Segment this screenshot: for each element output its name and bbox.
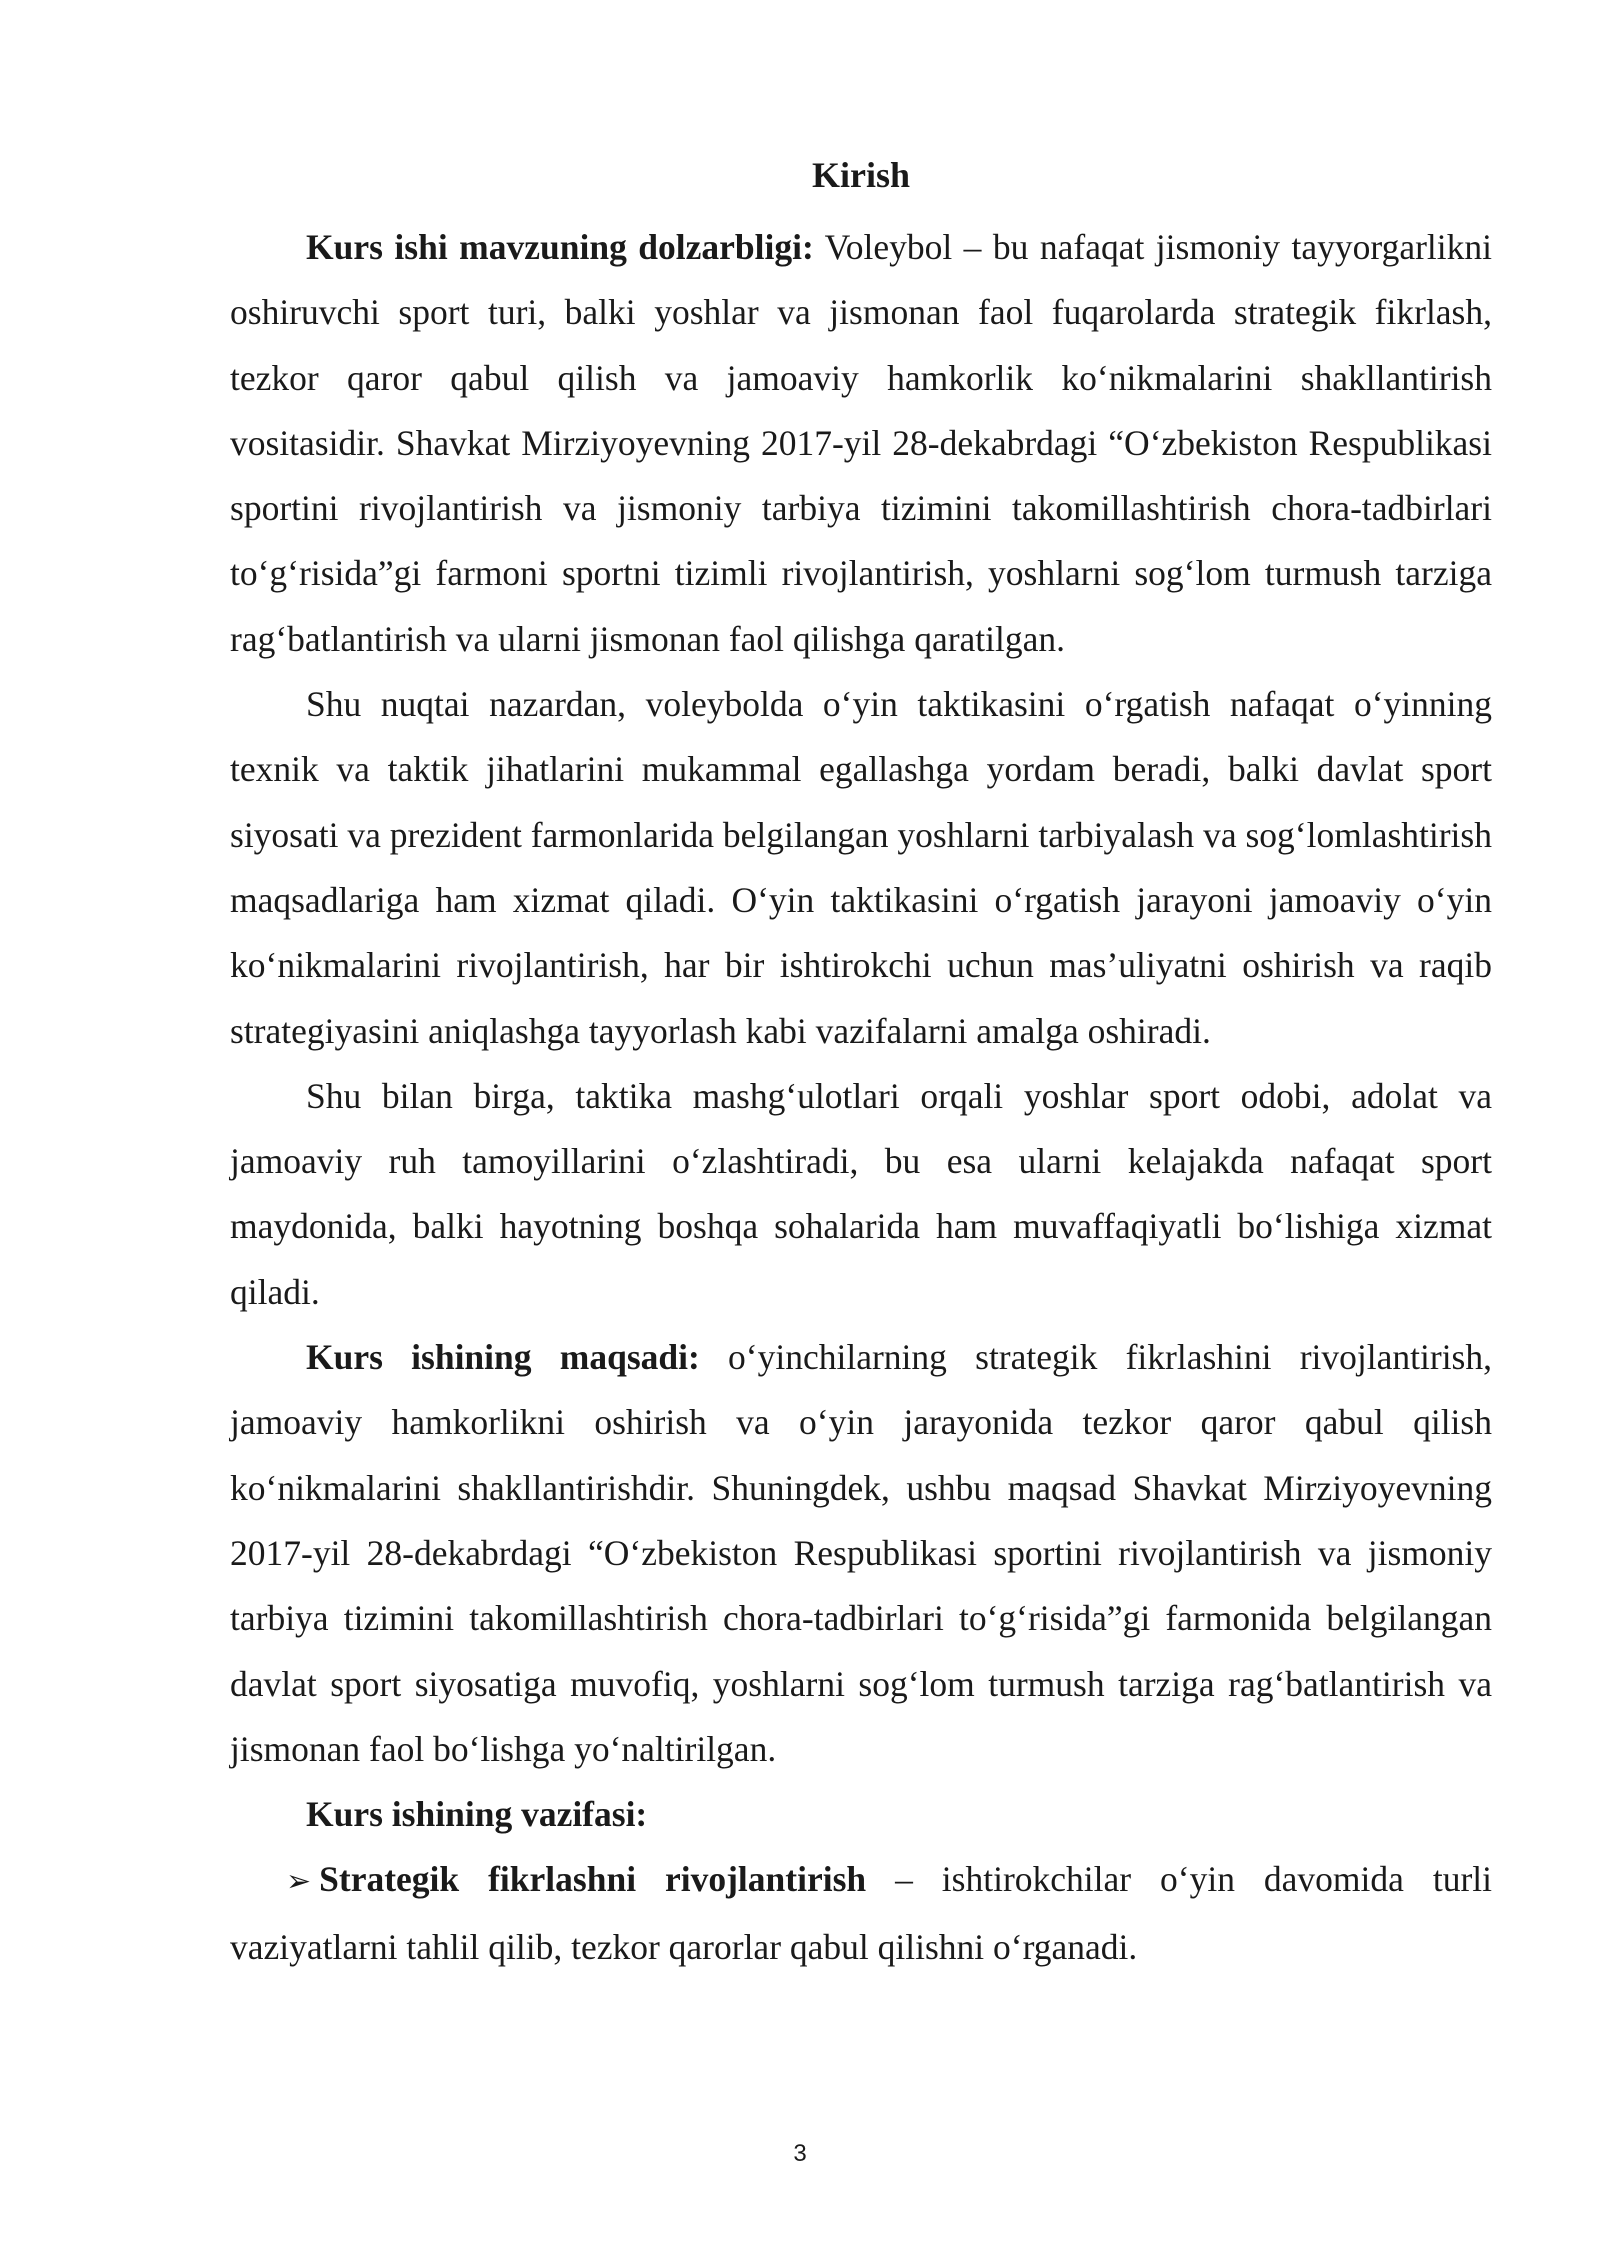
paragraph-goal [230,1325,1492,1782]
paragraph-relevance [230,215,1492,672]
task-bullet-item [230,1847,1492,1980]
task-bullet-label: Strategik fikrlashni rivojlantirish [319,1859,867,1900]
paragraph-values: Shu bilan birga, taktika mashg‘ulotlari orqali yoshlar sport odobi, adolat va jamoaviy ruh tamoyillarini o‘zlashtiradi, bu esa ularni kelajakda nafaqat sport maydonida, balki hayotning boshqa sohalarida ham muvaffaqiyatli bo‘lishiga xizmat qiladi. [230,1075,1492,1312]
task-bullet-text: – ishtirokchilar o‘yin davomida turli vaziyatlarni tahlil qilib, tezkor qarorlar qabul qilishni o‘rganadi. [230,1859,1492,1967]
page-title: Kirish [811,155,910,195]
paragraph-tactics: Shu nuqtai nazardan, voleybolda o‘yin taktikasini o‘rgatish nafaqat o‘yinning texnik va taktik jihatlarini mukammal egallashga yordam beradi, balki davlat sport siyosati va prezident farmonlarida belgilangan yoshlarni tarbiyalash va sog‘lomlashtirish maqsadlariga ham xizmat qiladi. O‘yin taktikasini o‘rgatish jarayoni jamoaviy o‘yin ko‘nikmalarini rivojlantirish, har bir ishtirokchi uchun mas’uliyatni oshirish va raqib strategiyasini aniqlashga tayyorlash kabi vazifalarni amalga oshiradi. [230,684,1492,1051]
document-page [230,150,1492,1980]
tasks-heading: Kurs ishining vazifasi: [306,1794,648,1835]
arrow-bullet-icon: ➢ [286,1864,312,1900]
goal-label: Kurs ishining maqsadi: [306,1337,700,1378]
relevance-text: Voleybol – bu nafaqat jismoniy tayyorgarlikni oshiruvchi sport turi, balki yoshlar va jismonan faol fuqarolarda strategik fikrlash, tezkor qaror qabul qilish va jamoaviy hamkorlik ko‘nikmalarini shakllantirish vositasidir. Shavkat Mirziyoyevning 2017-yil 28-dekabrdagi “O‘zbekiston Respublikasi sportini rivojlantirish va jismoniy tarbiya tizimini takomillashtirish chora-tadbirlari to‘g‘risida”gi farmoni sportni tizimli rivojlantirish, yoshlarni sog‘lom turmush tarziga rag‘batlantirish va ularni jismonan faol qilishga qaratilgan. [230,227,1492,659]
goal-text: o‘yinchilarning strategik fikrlashini rivojlantirish, jamoaviy hamkorlikni oshirish va o‘yin jarayonida tezkor qaror qabul qilish ko‘nikmalarini shakllantirishdir. Shuningdek, ushbu maqsad Shavkat Mirziyoyevning 2017-yil 28-dekabrdagi “O‘zbekiston Respublikasi sportini rivojlantirish va jismoniy tarbiya tizimini takomillashtirish chora-tadbirlari to‘g‘risida”gi farmonida belgilangan davlat sport siyosatiga muvofiq, yoshlarni sog‘lom turmush tarziga rag‘batlantirish va jismonan faol bo‘lishga yo‘naltirilgan. [230,1337,1492,1769]
page-number: 3 [793,2140,807,2167]
relevance-label: Kurs ishi mavzuning dolzarbligi: [306,227,814,267]
